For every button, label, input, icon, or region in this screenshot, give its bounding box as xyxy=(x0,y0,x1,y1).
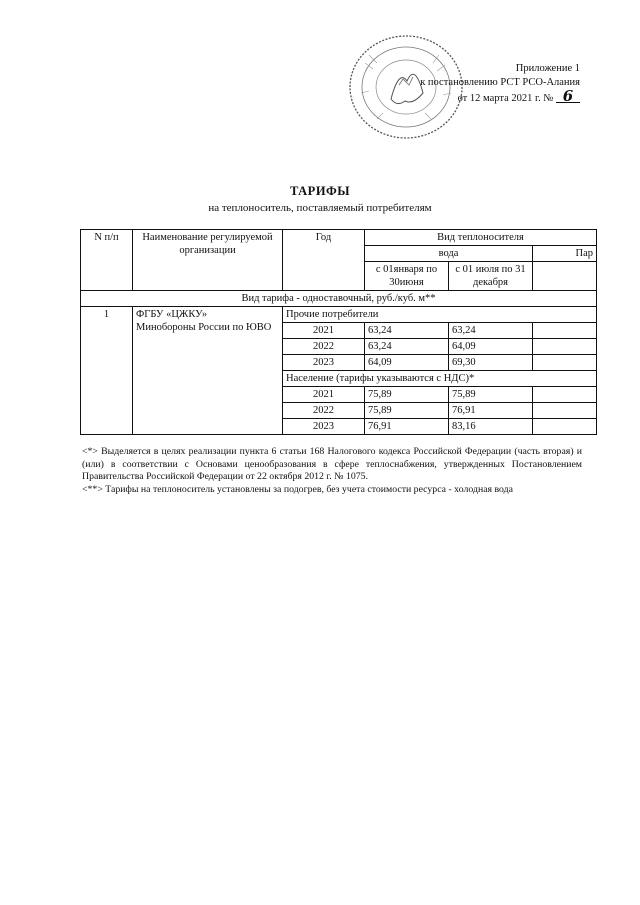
org-name-line1: ФГБУ «ЦЖКУ» xyxy=(136,309,208,320)
appendix-line3 xyxy=(420,87,580,106)
header-steam: Пар xyxy=(533,246,597,262)
header-year: Год xyxy=(283,230,365,291)
value-cell: 64,09 xyxy=(449,339,533,355)
year-cell: 2021 xyxy=(283,323,365,339)
tariff-type-row xyxy=(81,291,597,307)
steam-cell xyxy=(533,355,597,371)
appendix-date: от 12 марта 2021 г. № xyxy=(457,93,554,104)
appendix-line2: к постановлению РСТ РСО-Алания xyxy=(420,77,580,88)
header-water: вода xyxy=(365,246,533,262)
year-cell: 2022 xyxy=(283,339,365,355)
footnotes xyxy=(82,446,582,496)
title-subheading: на теплоноситель, поставляемый потребителям xyxy=(208,202,432,214)
tariff-table xyxy=(80,229,597,435)
steam-cell xyxy=(533,403,597,419)
handwritten-number: 6 xyxy=(556,90,580,103)
value-cell: 83,16 xyxy=(449,419,533,435)
document-title xyxy=(0,184,640,214)
value-cell: 76,91 xyxy=(365,419,449,435)
group-label-other: Прочие потребители xyxy=(283,307,597,323)
year-cell: 2021 xyxy=(283,387,365,403)
table-row xyxy=(81,307,597,323)
organization-name xyxy=(133,307,283,435)
footnote-1: <*> Выделяется в целях реализации пункта 6 статьи 168 Налогового кодекса Российской Федерации (часть вторая) и (или) в соответствии с Основами ценообразования в сфере теплоснабжения, утвержденных Постановлением Правительства Российской Федерации от 22 октября 2012 г. № 1075. xyxy=(82,446,582,482)
header-num: N п/п xyxy=(81,230,133,291)
year-cell: 2023 xyxy=(283,419,365,435)
year-cell: 2023 xyxy=(283,355,365,371)
header-period-2: с 01 июля по 31 декабря xyxy=(449,262,533,291)
header-row-1 xyxy=(81,230,597,246)
org-name-line2: Минобороны России по ЮВО xyxy=(136,322,272,333)
row-number: 1 xyxy=(81,307,133,435)
value-cell: 63,24 xyxy=(449,323,533,339)
header-carrier-type: Вид теплоносителя xyxy=(365,230,597,246)
value-cell: 63,24 xyxy=(365,323,449,339)
steam-cell xyxy=(533,323,597,339)
appendix-line1: Приложение 1 xyxy=(515,63,580,74)
header-period-1: с 01января по 30июня xyxy=(365,262,449,291)
steam-cell xyxy=(533,339,597,355)
value-cell: 64,09 xyxy=(365,355,449,371)
title-heading: ТАРИФЫ xyxy=(289,184,351,198)
value-cell: 76,91 xyxy=(449,403,533,419)
group-label-population: Население (тарифы указываются с НДС)* xyxy=(283,371,597,387)
appendix-reference xyxy=(420,62,580,106)
value-cell: 63,24 xyxy=(365,339,449,355)
value-cell: 69,30 xyxy=(449,355,533,371)
value-cell: 75,89 xyxy=(365,403,449,419)
footnote-2: <**> Тарифы на теплоноситель установлены за подогрев, без учета стоимости ресурса - холодная вода xyxy=(82,483,514,495)
value-cell: 75,89 xyxy=(365,387,449,403)
steam-cell xyxy=(533,419,597,435)
year-cell: 2022 xyxy=(283,403,365,419)
tariff-type: Вид тарифа - одноставочный, руб./куб. м** xyxy=(81,291,597,307)
header-org: Наименование регулируемой организации xyxy=(133,230,283,291)
header-steam-empty xyxy=(533,262,597,291)
value-cell: 75,89 xyxy=(449,387,533,403)
steam-cell xyxy=(533,387,597,403)
